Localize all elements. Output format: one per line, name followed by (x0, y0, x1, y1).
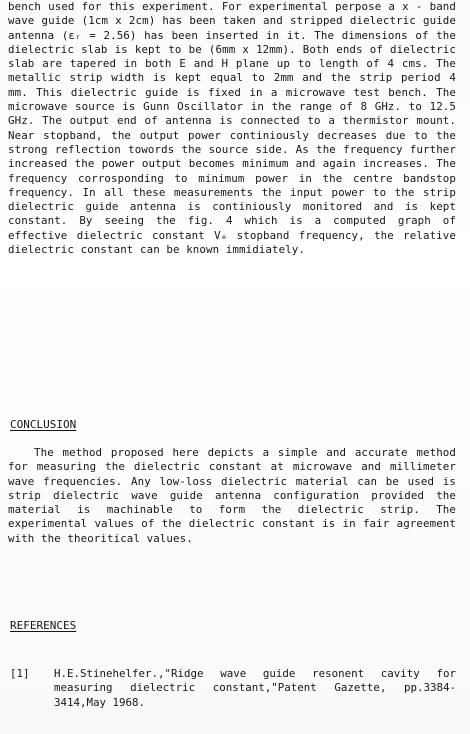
conclusion-paragraph: The method proposed here depicts a simple and accurate method for measuring the dielectric constant at microwave and millimeter wave frequencies. Any low-loss dielectric material can be used is strip dielectric wave guide antenna configuration provided the material is machinable to form the dielectric strip. The experimental values of the dielectric constant is in fair agreement with the theoritical values. (8, 446, 456, 545)
body-paragraph: bench used for this experiment. For experimental perpose a x - band wave guide (1cm x 2cm) has been taken and stripped dielectric guide antenna (εᵣ = 2.56) has been inserted in it. The dimensions of the dielectric slab is kept to be (6mm x 12mm). Both ends of dielectric slab are tapered in both E and H plane up to length of 4 cms. The metallic strip width is kept equal to 2mm and the strip period 4 mm. This dielectric guide is fixed in a microwave test bench. The microwave source is Gunn Oscillator in the range of 8 GHz. to 12.5 GHz. The output end of antenna is connected to a thermistor mount. Near stopband, the output power continiously decreases due to the strong reflection towords the source side. As the frequency further increased the power output becomes minimum and again increases. The frequency corrosponding to minimum power in the centre bandstop frequency. In all these measurements the input power to the strip dielectric guide antenna is continiously monitored and is kept constant. By seeing the fig. 4 which is a computed graph of effective dielectric constant Vₑ stopband frequency, the relative dielectric constant can be known immidiately. (8, 0, 456, 257)
reference-number: [1] (10, 667, 30, 680)
reference-text: H.E.Stinehelfer.,"Ridge wave guide resonent cavity for measuring dielectric constant,"Patent Gazette, pp.3384-3414,May 1968. (54, 667, 456, 709)
section-heading-references: REFERENCES (10, 619, 77, 632)
section-heading-conclusion: CONCLUSION (10, 418, 77, 431)
